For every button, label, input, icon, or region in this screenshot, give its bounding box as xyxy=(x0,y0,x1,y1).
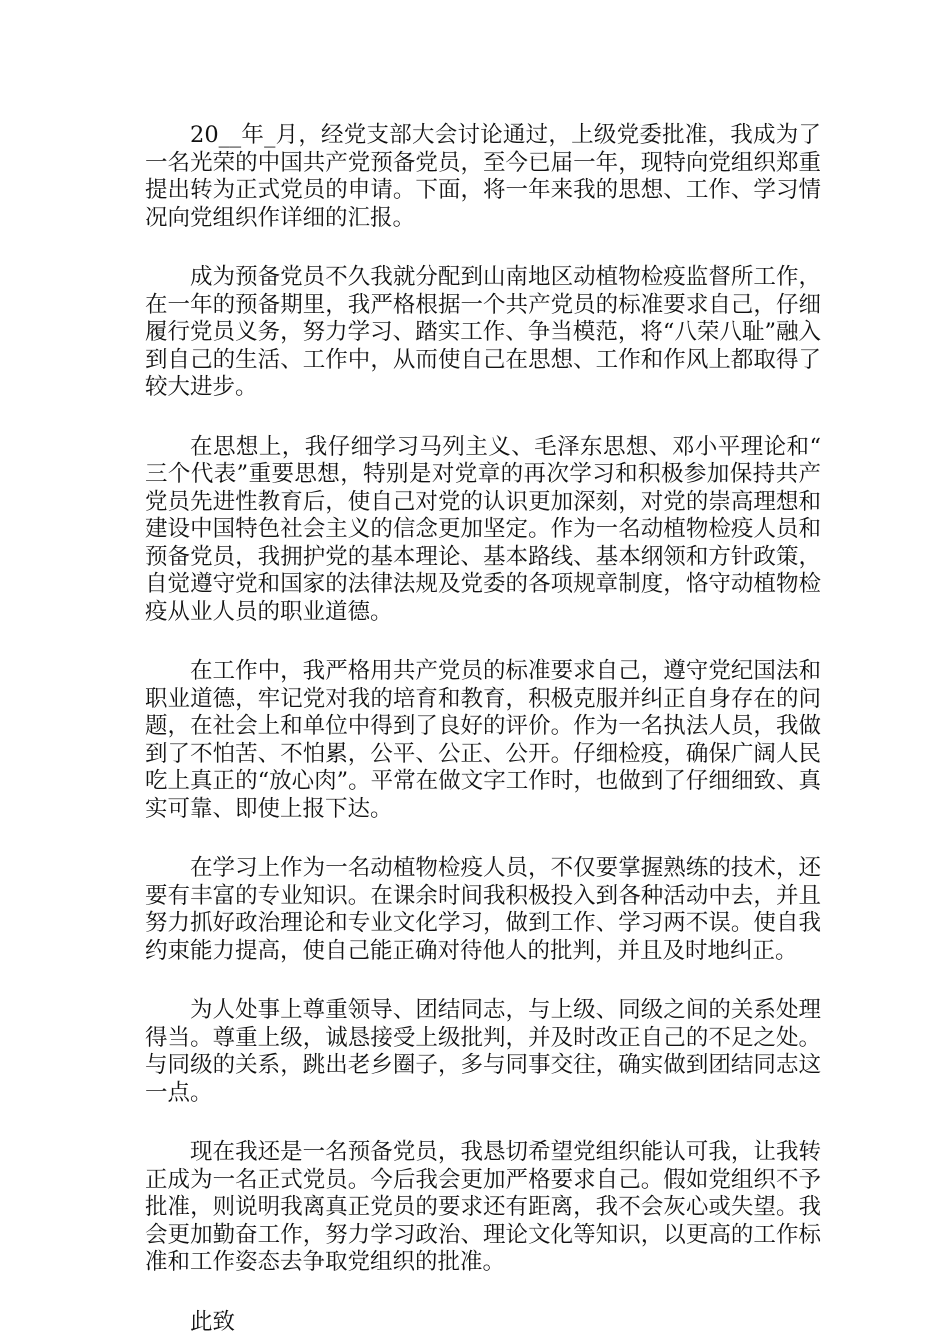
paragraph-intro: 20__年_月，经党支部大会讨论通过，上级党委批准，我成为了一名光荣的中国共产党预备党员，至今已届一年，现特向党组织郑重提出转为正式党员的申请。下面，将一年来我的思想、工作、学习情况向党组织作详细的汇报。 xyxy=(145,122,821,231)
document-body xyxy=(145,122,821,1336)
paragraph-conduct: 为人处事上尊重领导、团结同志，与上级、同级之间的关系处理得当。尊重上级，诚恳接受上级批判，并及时改正自己的不足之处。与同级的关系，跳出老乡圈子，多与同事交往，确实做到团结同志这一点。 xyxy=(145,997,821,1106)
paragraph-work: 在工作中，我严格用共产党员的标准要求自己，遵守党纪国法和职业道德，牢记党对我的培育和教育，积极克服并纠正自身存在的问题，在社会上和单位中得到了良好的评价。作为一名执法人员，我做到了不怕苦、不怕累，公平、公正、公开。仔细检疫，确保广阔人民吃上真正的“放心肉”。平常在做文字工作时，也做到了仔细细致、真实可靠、即使上报下达。 xyxy=(145,658,821,822)
paragraph-thought: 在思想上，我仔细学习马列主义、毛泽东思想、邓小平理论和“三个代表”重要思想，特别是对党章的再次学习和积极参加保持共产党员先进性教育后，使自己对党的认识更加深刻，对党的崇高理想和建设中国特色社会主义的信念更加坚定。作为一名动植物检疫人员和预备党员，我拥护党的基本理论、基本路线、基本纲领和方针政策，自觉遵守党和国家的法律法规及党委的各项规章制度，恪守动植物检疫从业人员的职业道德。 xyxy=(145,433,821,625)
closing-salutation: 此致 xyxy=(190,1308,236,1335)
paragraph-request: 现在我还是一名预备党员，我恳切希望党组织能认可我，让我转正成为一名正式党员。今后我会更加严格要求自己。假如党组织不予批准，则说明我离真正党员的要求还有距离，我不会灰心或失望。我会更加勤奋工作，努力学习政治、理论文化等知识，以更高的工作标准和工作姿态去争取党组织的批准。 xyxy=(145,1139,821,1275)
paragraph-study: 在学习上作为一名动植物检疫人员，不仅要掌握熟练的技术，还要有丰富的专业知识。在课余时间我积极投入到各种活动中去，并且努力抓好政治理论和专业文化学习，做到工作、学习两不误。使自我约束能力提高，使自己能正确对待他人的批判，并且及时地纠正。 xyxy=(145,855,821,964)
paragraph-probation: 成为预备党员不久我就分配到山南地区动植物检疫监督所工作，在一年的预备期里，我严格根据一个共产党员的标准要求自己，仔细履行党员义务，努力学习、踏实工作、争当模范，将“八荣八耻”融入到自己的生活、工作中，从而使自己在思想、工作和作风上都取得了较大进步。 xyxy=(145,264,821,400)
